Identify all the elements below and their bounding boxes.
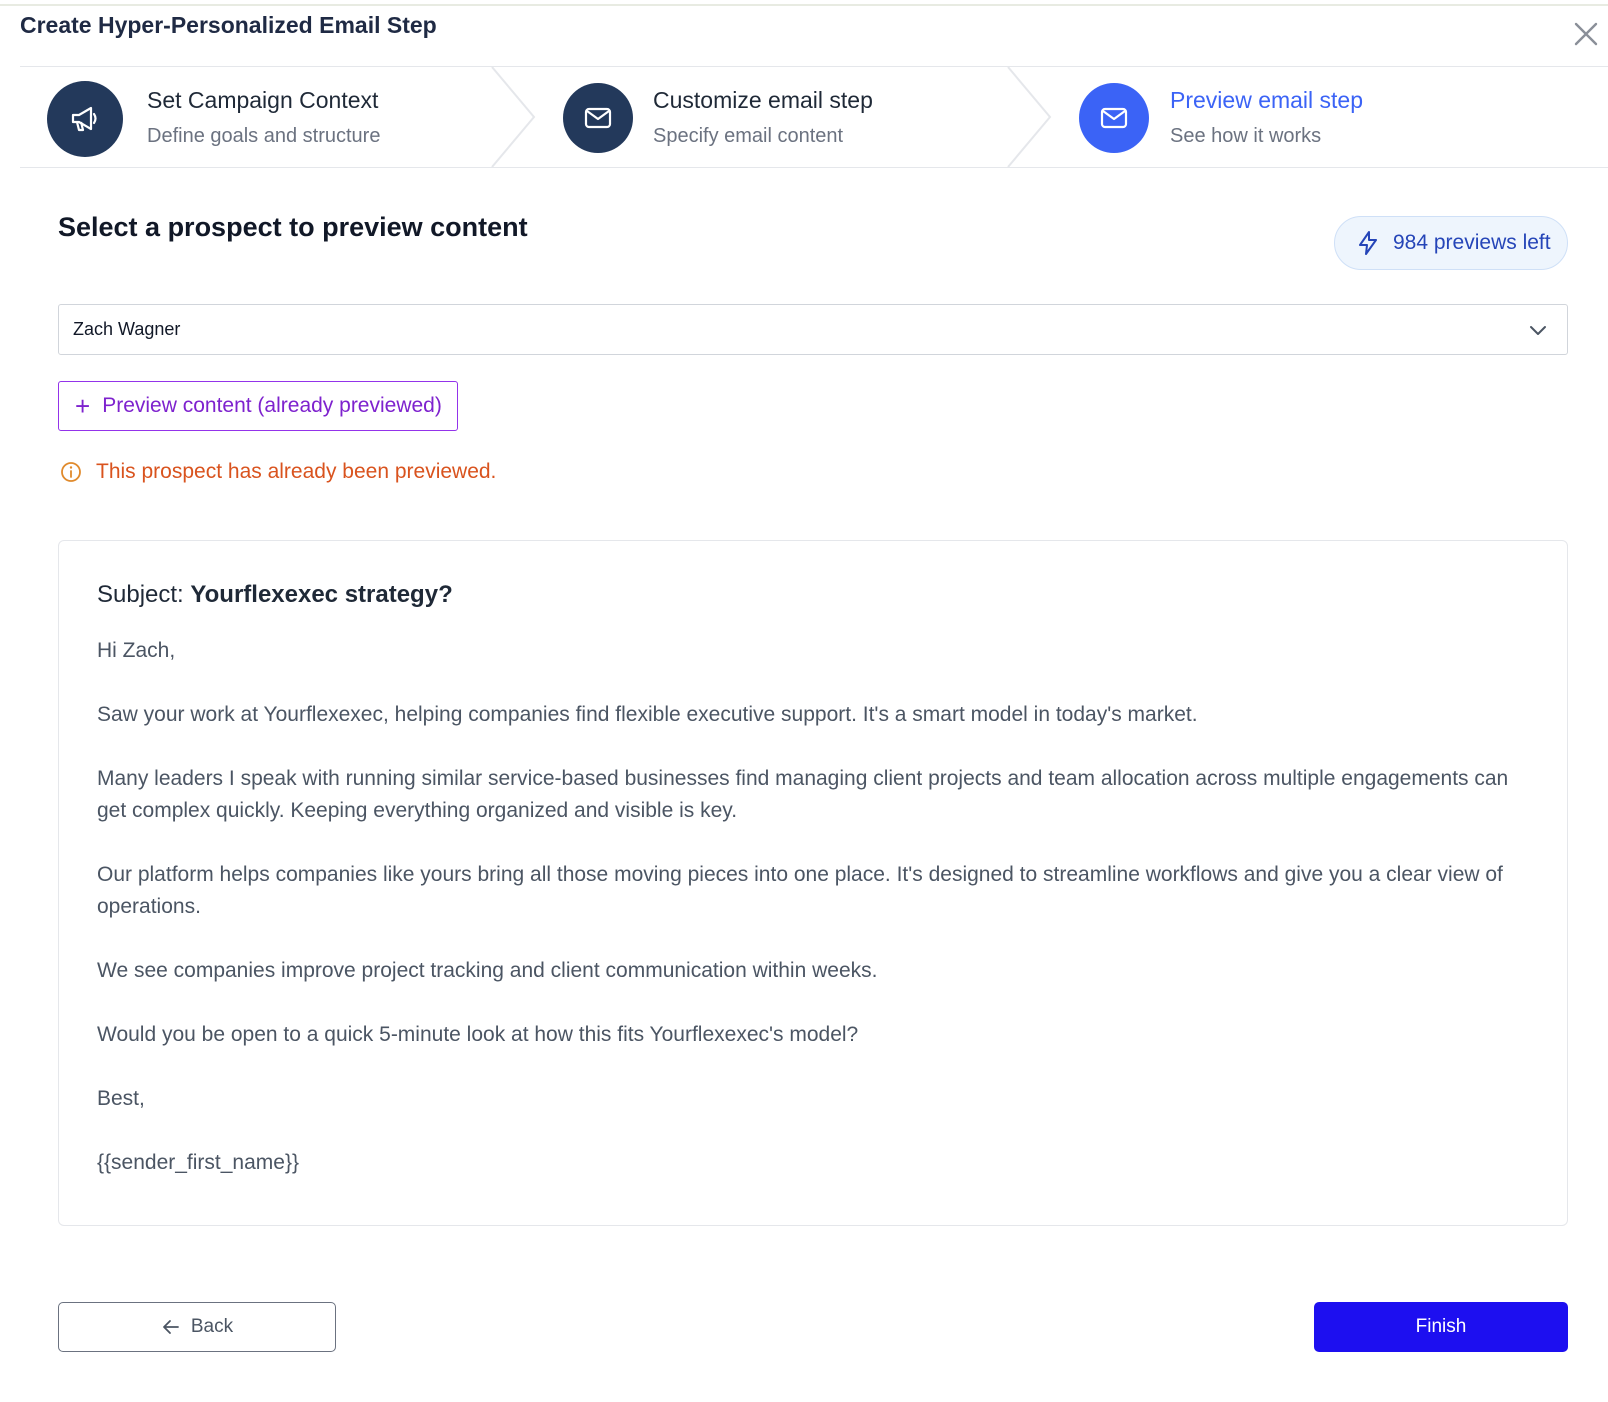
step-separator-2 (1006, 67, 1056, 167)
step-2-subtitle: Specify email content (653, 125, 844, 147)
mail-icon (1097, 101, 1131, 135)
email-paragraph: We see companies improve project tracking and client communication within weeks. (97, 959, 878, 982)
prospect-selected-value: Zach Wagner (73, 319, 181, 339)
chevron-down-icon (1527, 319, 1549, 341)
email-subject (97, 581, 1529, 609)
already-previewed-warning (60, 460, 496, 484)
preview-content-label: Preview content (already previewed) (102, 394, 442, 417)
plus-icon: + (75, 391, 91, 421)
mail-icon (581, 101, 615, 135)
email-signoff: Best, (97, 1087, 145, 1110)
close-button[interactable] (1572, 20, 1600, 48)
back-label: Back (190, 1316, 234, 1337)
lightning-icon (1355, 230, 1381, 256)
email-paragraph: Would you be open to a quick 5-minute look at how this fits Yourflexexec's model? (97, 1023, 859, 1046)
subject-label: Subject: (97, 581, 184, 608)
prospect-select[interactable] (58, 304, 1568, 355)
section-title: Select a prospect to preview content (58, 212, 528, 242)
step-1-title: Set Campaign Context (147, 87, 379, 113)
previews-left-text: 984 previews left (1393, 231, 1551, 254)
stepper (20, 66, 1608, 168)
step-3-circle (1079, 83, 1149, 153)
email-paragraph: Many leaders I speak with running similar service-based businesses find managing client projects and team allocation across multiple engagements can get complex quickly. Keeping everything organized and visible is key. (97, 767, 1509, 822)
email-paragraph: Our platform helps companies like yours bring all those moving pieces into one place. It's designed to streamline workflows and give you a clear view of operations. (97, 863, 1503, 918)
info-circle-icon (60, 461, 82, 483)
step-3-title: Preview email step (1170, 87, 1364, 113)
email-paragraph: Saw your work at Yourflexexec, helping companies find flexible executive support. It's a smart model in today's market. (97, 703, 1198, 726)
email-preview-card (58, 540, 1568, 1226)
step-2-title: Customize email step (653, 87, 873, 113)
step-3-subtitle: See how it works (1170, 125, 1322, 147)
finish-button[interactable] (1314, 1302, 1568, 1352)
subject-value: Yourflexexec strategy? (190, 581, 453, 608)
megaphone-icon (68, 102, 102, 136)
back-button[interactable] (58, 1302, 336, 1352)
step-2-circle (563, 83, 633, 153)
email-signature: {{sender_first_name}} (97, 1151, 299, 1174)
email-greeting: Hi Zach, (97, 639, 176, 662)
previews-left-badge (1334, 216, 1568, 270)
top-border (0, 0, 1608, 6)
arrow-left-icon (161, 1317, 181, 1337)
modal-title: Create Hyper-Personalized Email Step (20, 12, 437, 38)
warning-text: This prospect has already been previewed. (96, 460, 497, 483)
finish-label: Finish (1415, 1316, 1467, 1337)
preview-content-button[interactable] (58, 381, 458, 431)
close-icon (1572, 20, 1600, 48)
step-1-circle (47, 81, 123, 157)
step-1-subtitle: Define goals and structure (147, 125, 381, 147)
step-separator-1 (490, 67, 540, 167)
